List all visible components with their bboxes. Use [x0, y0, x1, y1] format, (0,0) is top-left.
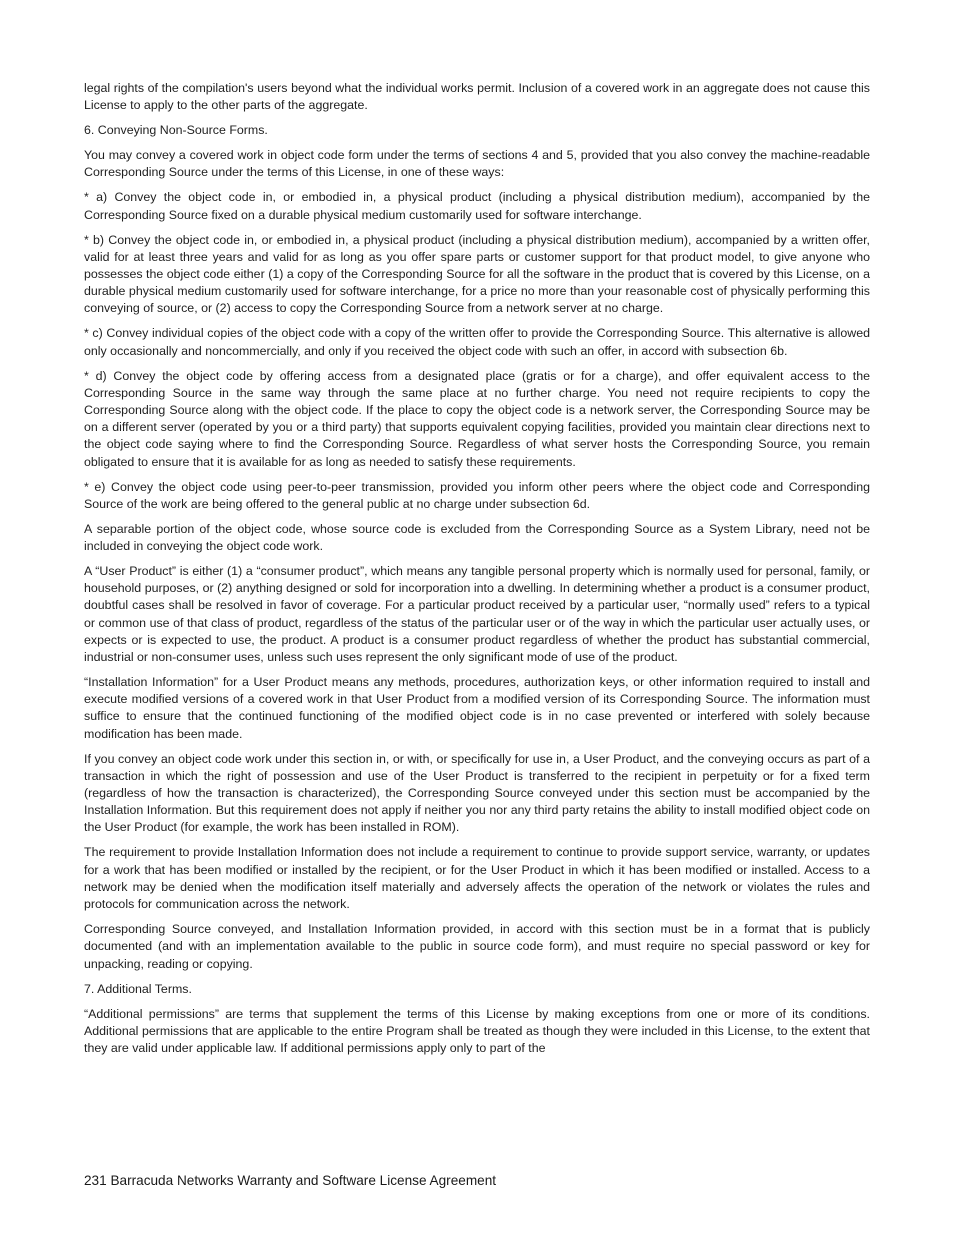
paragraph: A “User Product” is either (1) a “consumer product”, which means any tangible personal property which is normally used for personal, family, or household purposes, or (2) anything designed or sold for incorporation into a dwelling. In determining whether a product is a consumer product, doubtful cases shall be resolved in favor of coverage. For a particular product received by a particular user, “normally used” refers to a typical or common use of that class of product, regardless of the status of the particular user or of the way in which the particular user actually uses, or expects or is expected to use, the product. A product is a consumer product regardless of whether the product has substantial commercial, industrial or non-consumer uses, unless such uses represent the only significant mode of use of the product. [84, 564, 870, 665]
list-item: * d) Convey the object code by offering access from a designated place (gratis or for a charge), and offer equivalent access to the Corresponding Source in the same way through the same place at no further charge. You need not require recipients to copy the Corresponding Source along with the object code. If the place to copy the object code is a network server, the Corresponding Source may be on a different server (operated by you or a third party) that supports equivalent copying facilities, provided you maintain clear directions next to the object code saying where to find the Corresponding Source. Regardless of what server hosts the Corresponding Source, you remain obligated to ensure that it is available for as long as needed to satisfy these requirements. [84, 368, 870, 469]
paragraph: Corresponding Source conveyed, and Installation Information provided, in accord with this section must be in a format that is publicly documented (and with an implementation available to the public in source code form), and must require no special password or key for unpacking, reading or copying. [84, 922, 870, 971]
section-heading: 6. Conveying Non-Source Forms. [84, 123, 268, 138]
paragraph: legal rights of the compilation's users beyond what the individual works permit. Inclusion of a covered work in an aggregate does not cause this License to apply to the other parts of the aggregate. [84, 81, 870, 113]
paragraph: If you convey an object code work under this section in, or with, or specifically for use in, a User Product, and the conveying occurs as part of a transaction in which the right of possession and use of the User Product is transferred to the recipient in perpetuity or for a fixed term (regardless of how the transaction is characterized), the Corresponding Source conveyed under this section must be accompanied by the Installation Information. But this requirement does not apply if neither you nor any third party retains the ability to install modified object code on the User Product (for example, the work has been installed in ROM). [84, 751, 870, 835]
paragraph: “Additional permissions” are terms that supplement the terms of this License by making exceptions from one or more of its conditions. Additional permissions that are applicable to the entire Program shall be treated as though they were included in this License, to the extent that they are valid under applicable law. If additional permissions apply only to part of the [84, 1006, 870, 1055]
paragraph: The requirement to provide Installation Information does not include a requirement to continue to provide support service, warranty, or updates for a work that has been modified or installed by the recipient, or for the User Product in which it has been modified or installed. Access to a network may be denied when the modification itself materially and adversely affects the operation of the network or violates the rules and protocols for communication across the network. [84, 845, 870, 912]
list-item: * c) Convey individual copies of the object code with a copy of the written offer to provide the Corresponding Source. This alternative is allowed only occasionally and noncommercially, and only if you received the object code with such an offer, in accord with subsection 6b. [84, 326, 870, 358]
list-item: * e) Convey the object code using peer-to-peer transmission, provided you inform other peers where the object code and Corresponding Source of the work are being offered to the general public at no charge under subsection 6d. [84, 479, 870, 511]
section-heading: 7. Additional Terms. [84, 981, 192, 996]
page-footer: 231 Barracuda Networks Warranty and Software License Agreement [84, 1173, 497, 1188]
paragraph: “Installation Information” for a User Product means any methods, procedures, authorization keys, or other information required to install and execute modified versions of a covered work in that User Product from a modified version of its Corresponding Source. The information must suffice to ensure that the continued functioning of the modified object code is in no case prevented or interfered with solely because modification has been made. [84, 675, 870, 741]
paragraph: You may convey a covered work in object code form under the terms of sections 4 and 5, provided that you also convey the machine-readable Corresponding Source under the terms of this License, in one of these ways: [84, 148, 870, 180]
list-item: * a) Convey the object code in, or embodied in, a physical product (including a physical distribution medium), accompanied by the Corresponding Source fixed on a durable physical medium customarily used for software interchange. [84, 190, 870, 222]
paragraph: A separable portion of the object code, whose source code is excluded from the Corresponding Source as a System Library, need not be included in conveying the object code work. [84, 521, 870, 554]
document-body [84, 80, 870, 1065]
list-item: * b) Convey the object code in, or embodied in, a physical product (including a physical distribution medium), accompanied by a written offer, valid for at least three years and valid for as long as you offer spare parts or customer support for that product model, to give anyone who possesses the object code either (1) a copy of the Corresponding Source for all the software in the product that is covered by this License, on a durable physical medium customarily used for software interchange, for a price no more than your reasonable cost of physically performing this conveying of source, or (2) access to copy the Corresponding Source from a network server at no charge. [84, 232, 870, 316]
